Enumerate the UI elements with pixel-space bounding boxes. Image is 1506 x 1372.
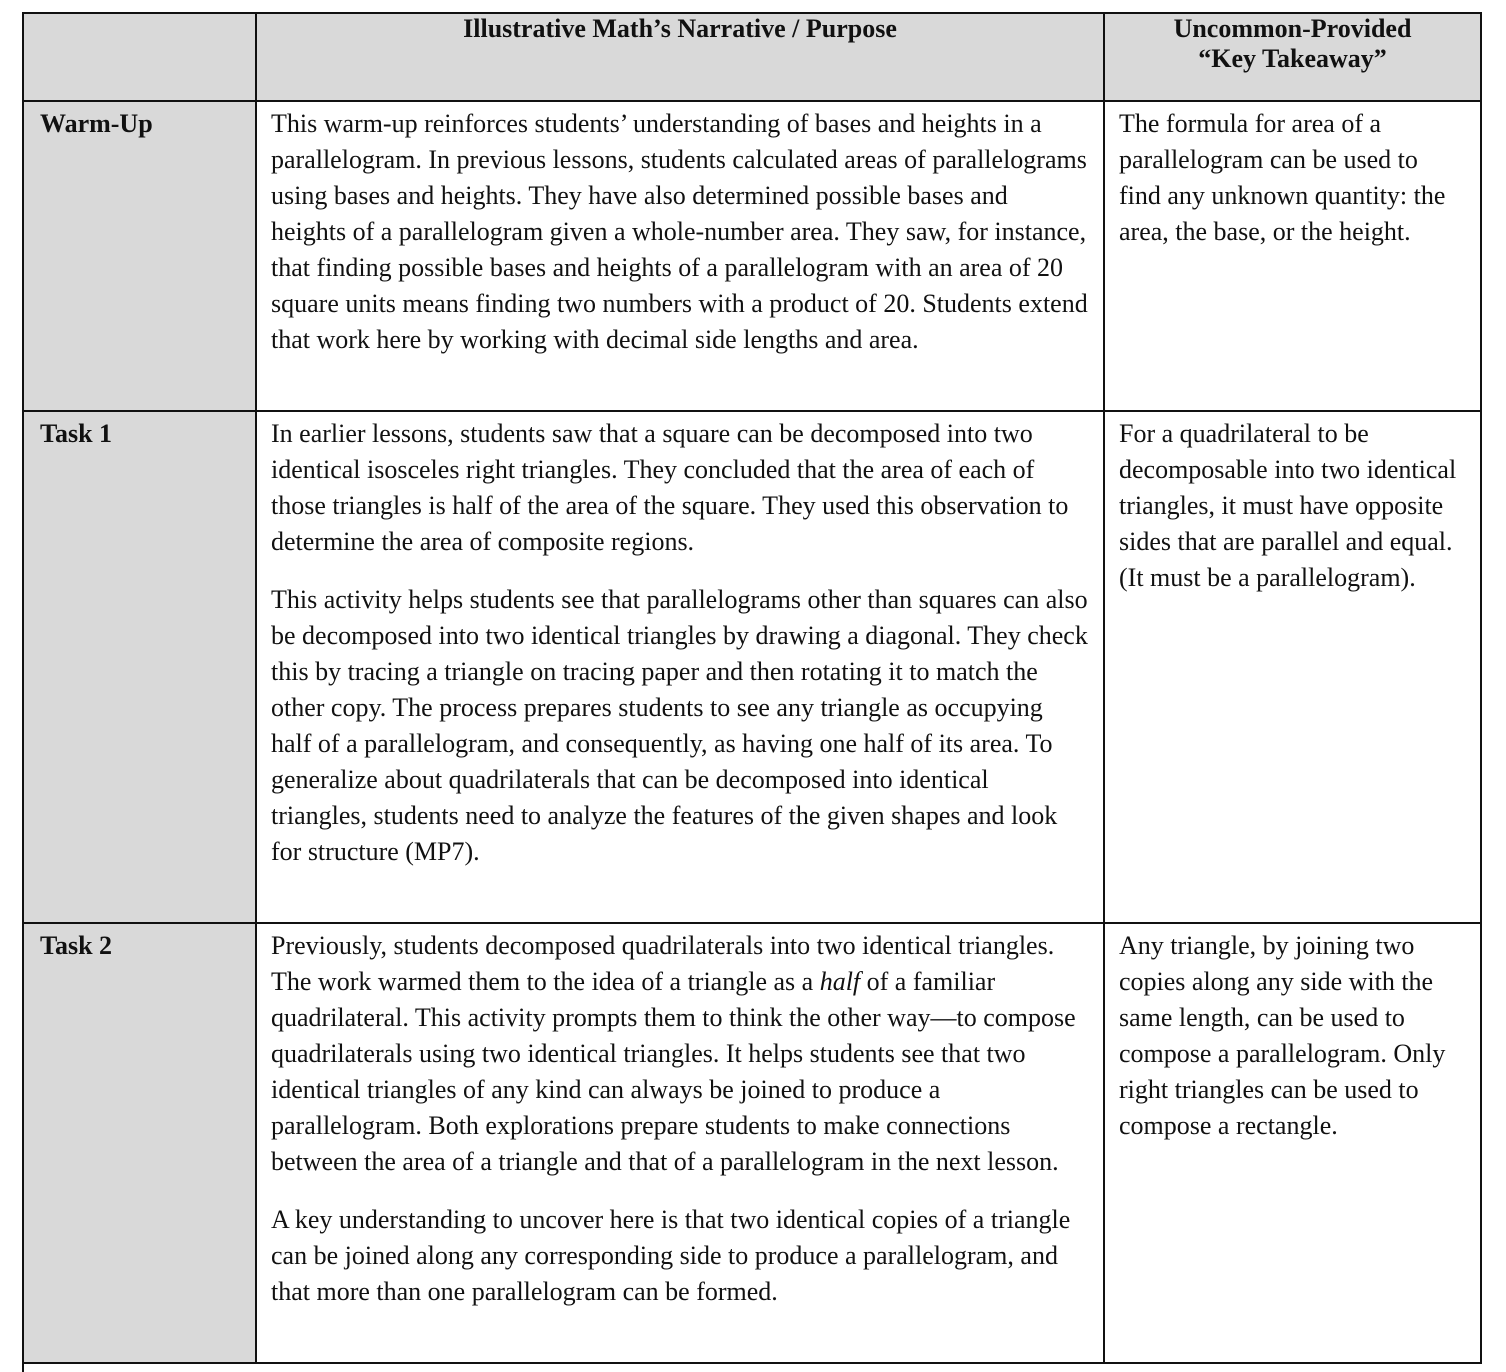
narrative-cell-task-1 — [256, 411, 1104, 923]
row-label-task-1 — [23, 411, 256, 923]
row-label-task-2 — [23, 923, 256, 1363]
narrative-paragraph — [271, 928, 1089, 1180]
row-label-text: Task 2 — [40, 931, 113, 960]
emphasis-text: half — [819, 967, 861, 996]
header-row — [23, 13, 1481, 101]
takeaway-cell-task-2 — [1104, 923, 1481, 1363]
header-narrative-label: Illustrative Math’s Narrative / Purpose — [463, 14, 897, 43]
narrative-cell-warm-up — [256, 101, 1104, 411]
narrative-text: Previously, students decomposed quadrilaterals into two identical triangles. The work warmed them to the idea of a triangle as a — [271, 931, 1055, 996]
narrative-text: of a familiar quadrilateral. This activity prompts them to think the other way—to compose quadrilaterals using two identical triangles. It helps students see that two identical triangles of any kind can always be joined to produce a parallelogram. Both explorations prepare students to make connections between the area of a triangle and that of a parallelogram in the next lesson. — [271, 967, 1076, 1176]
takeaway-text: For a quadrilateral to be decomposable into two identical triangles, it must have opposite sides that are parallel and equal. (It must be a parallelogram). — [1119, 419, 1457, 592]
takeaway-text: The formula for area of a parallelogram can be used to find any unknown quantity: the area, the base, or the height. — [1119, 109, 1446, 246]
takeaway-cell-task-1 — [1104, 411, 1481, 923]
row-label-text: Task 1 — [40, 419, 113, 448]
table-row-warm-up — [23, 101, 1481, 411]
narrative-cell-task-2 — [256, 923, 1104, 1363]
header-takeaway-line2: “Key Takeaway” — [1198, 44, 1387, 73]
header-takeaway-line1: Uncommon-Provided — [1173, 14, 1412, 43]
narrative-paragraph: A key understanding to uncover here is that two identical copies of a triangle can be joined along any corresponding side to produce a parallelogram, and that more than one parallelogram can be formed. — [271, 1205, 1071, 1306]
header-narrative — [256, 13, 1104, 101]
row-label-warm-up — [23, 101, 256, 411]
takeaway-text: Any triangle, by joining two copies along any side with the same length, can be used to compose a parallelogram. Only right triangles can be used to compose a rectangle. — [1119, 931, 1446, 1140]
narrative-paragraph: In earlier lessons, students saw that a square can be decomposed into two identical isosceles right triangles. They concluded that the area of each of those triangles is half of the area of the square. They used this observation to determine the area of composite regions. — [271, 419, 1069, 556]
narrative-paragraph: This warm-up reinforces students’ understanding of bases and heights in a parallelogram. In previous lessons, students calculated areas of parallelograms using bases and heights. They have also determined possible bases and heights of a parallelogram given a whole-number area. They saw, for instance, that finding possible bases and heights of a parallelogram with an area of 20 square units means finding two numbers with a product of 20. Students extend that work here by working with decimal side lengths and area. — [271, 109, 1088, 354]
page-edge-rule — [22, 1362, 24, 1372]
table-header — [23, 13, 1481, 101]
table-row-task-2 — [23, 923, 1481, 1363]
row-label-text: Warm-Up — [40, 109, 153, 138]
narrative-paragraph: This activity helps students see that parallelograms other than squares can also be decomposed into two identical triangles by drawing a diagonal. They check this by tracing a triangle on tracing paper and then rotating it to match the other copy. The process prepares students to see any triangle as occupying half of a parallelogram, and consequently, as having one half of its area. To generalize about quadrilaterals that can be decomposed into identical triangles, students need to analyze the features of the given shapes and look for structure (MP7). — [271, 585, 1088, 866]
takeaway-cell-warm-up — [1104, 101, 1481, 411]
header-takeaway — [1104, 13, 1481, 101]
lesson-table — [22, 12, 1482, 1364]
header-blank-cell — [23, 13, 256, 101]
table-row-task-1 — [23, 411, 1481, 923]
